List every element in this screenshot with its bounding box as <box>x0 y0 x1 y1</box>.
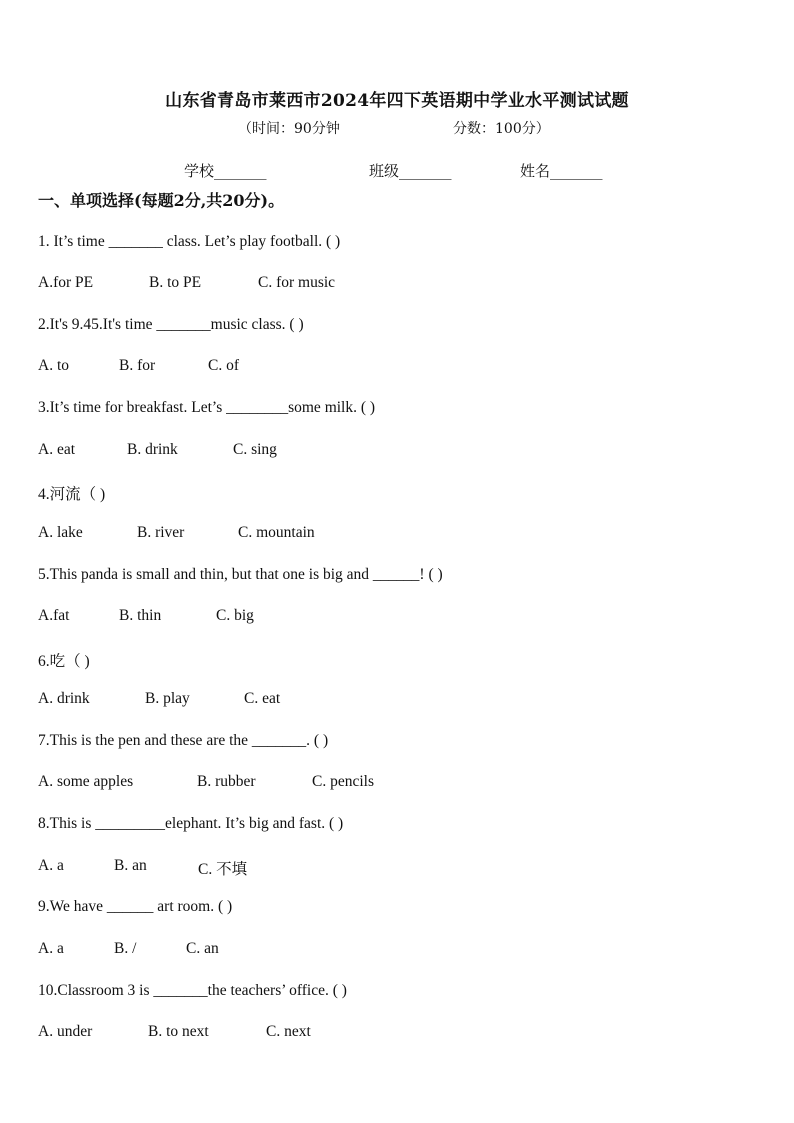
question-10: 10.Classroom 3 is _______the teachers’ office. ( ) <box>38 982 347 999</box>
q10-option-b: B. to next <box>148 1023 209 1040</box>
school-field: 学校_______ <box>184 162 267 180</box>
question-3: 3.It’s time for breakfast. Let’s ________some milk. ( ) <box>38 399 376 416</box>
q10-option-c: C. next <box>266 1023 311 1040</box>
q1-option-a: A.for PE <box>38 274 94 291</box>
q10-option-a: A. under <box>38 1023 93 1040</box>
q2-option-b: B. for <box>119 357 156 374</box>
question-2: 2.It's 9.45.It's time _______music class. ( ) <box>38 316 304 333</box>
q9-option-c: C. an <box>186 940 219 957</box>
q3-option-b: B. drink <box>127 441 178 458</box>
class-field: 班级_______ <box>369 162 452 180</box>
q2-option-c: C. of <box>208 357 239 374</box>
q4-option-c: C. mountain <box>238 524 315 541</box>
q5-option-c: C. big <box>216 607 254 624</box>
q5-option-a: A.fat <box>38 607 70 624</box>
q3-option-a: A. eat <box>38 441 76 458</box>
q7-option-a: A. some apples <box>38 773 134 790</box>
q4-option-a: A. lake <box>38 524 83 541</box>
question-1: 1. It’s time _______ class. Let’s play football. ( ) <box>38 233 341 250</box>
q9-option-b: B. / <box>114 940 137 957</box>
q7-option-c: C. pencils <box>312 773 374 790</box>
question-9: 9.We have ______ art room. ( ) <box>38 898 233 915</box>
exam-score: 分数：100分） <box>453 121 550 137</box>
q7-option-b: B. rubber <box>197 773 256 790</box>
question-8: 8.This is _________elephant. It’s big and fast. ( ) <box>38 815 344 832</box>
q3-option-c: C. sing <box>233 441 277 458</box>
q2-option-a: A. to <box>38 357 69 374</box>
q8-option-b: B. an <box>114 857 147 874</box>
q8-option-a: A. a <box>38 857 64 874</box>
q9-option-a: A. a <box>38 940 64 957</box>
q1-option-b: B. to PE <box>149 274 202 291</box>
q1-option-c: C. for music <box>258 274 336 291</box>
q6-option-b: B. play <box>145 690 190 707</box>
exam-time: （时间：90分钟 <box>238 121 340 137</box>
q5-option-b: B. thin <box>119 607 162 624</box>
page-title: 山东省青岛市莱西市2024年四下英语期中学业水平测试试题 <box>165 91 629 111</box>
q6-option-a: A. drink <box>38 690 90 707</box>
question-6: 6.吃（ ) <box>38 653 90 670</box>
name-field: 姓名_______ <box>520 162 603 180</box>
q4-option-b: B. river <box>137 524 185 541</box>
question-7: 7.This is the pen and these are the _______. ( ) <box>38 732 329 749</box>
q6-option-c: C. eat <box>244 690 281 707</box>
question-4: 4.河流（ ) <box>38 486 106 503</box>
q8-option-c: C. 不填 <box>198 861 248 878</box>
question-5: 5.This panda is small and thin, but that one is big and ______! ( ) <box>38 566 443 583</box>
section-heading: 一、单项选择(每题2分,共20分)。 <box>38 191 285 210</box>
